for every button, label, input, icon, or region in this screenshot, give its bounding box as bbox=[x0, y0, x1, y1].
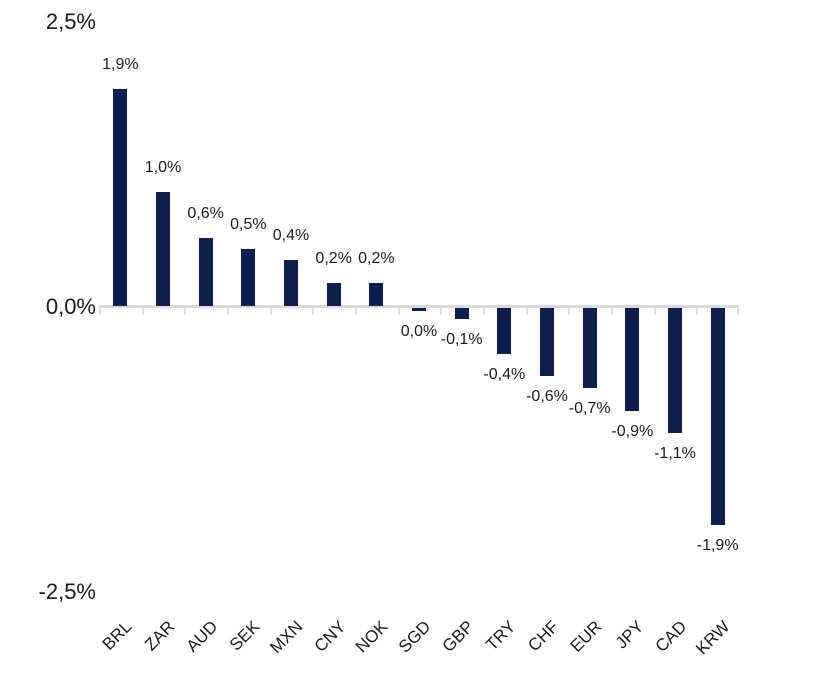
bar-value-label: -0,1% bbox=[440, 331, 483, 349]
y-axis-tick-label-bottom: -2,5% bbox=[38, 578, 96, 604]
axis-tick-mark bbox=[654, 305, 656, 315]
bar-mxn bbox=[284, 260, 298, 306]
bar-value-label: -0,4% bbox=[483, 365, 526, 383]
bar-value-label: -0,7% bbox=[568, 399, 611, 417]
x-category-label-sgd: SGD bbox=[394, 617, 435, 657]
bar-value-label: 0,4% bbox=[272, 227, 310, 245]
bar-brl bbox=[113, 89, 127, 306]
axis-tick-mark bbox=[227, 305, 229, 315]
bar-jpy bbox=[625, 308, 639, 411]
x-category-label-gbp: GBP bbox=[438, 617, 478, 656]
bar-value-label: 0,2% bbox=[358, 250, 395, 268]
x-category-label-aud: AUD bbox=[182, 617, 222, 656]
y-axis-tick-label-zero: 0,0% bbox=[45, 293, 96, 319]
x-category-label-brl: BRL bbox=[98, 617, 136, 654]
bar-try bbox=[497, 308, 511, 354]
x-category-label-zar: ZAR bbox=[140, 617, 179, 655]
bar-value-label: 1,9% bbox=[102, 56, 139, 74]
bar-value-label: 0,0% bbox=[400, 322, 438, 340]
axis-tick-mark bbox=[312, 305, 314, 315]
x-category-label-krw: KRW bbox=[691, 617, 734, 659]
axis-tick-mark bbox=[696, 305, 698, 315]
axis-tick-mark bbox=[611, 305, 613, 315]
axis-tick-mark bbox=[142, 305, 144, 315]
axis-tick-mark bbox=[483, 305, 485, 315]
axis-tick-mark bbox=[184, 305, 186, 315]
bar-cny bbox=[327, 283, 341, 306]
axis-tick-mark bbox=[398, 305, 400, 315]
bar-krw bbox=[711, 308, 725, 525]
bar-gbp bbox=[455, 308, 469, 319]
x-category-label-mxn: MXN bbox=[266, 617, 307, 658]
x-category-label-chf: CHF bbox=[524, 617, 563, 656]
bar-nok bbox=[369, 283, 383, 306]
bar-value-label: 0,5% bbox=[230, 216, 267, 233]
bar-value-label: 0,2% bbox=[315, 250, 352, 268]
x-category-label-sek: SEK bbox=[226, 617, 264, 655]
x-category-label-jpy: JPY bbox=[612, 617, 648, 653]
bar-cad bbox=[668, 308, 682, 433]
y-axis-tick-label-top: 2,5% bbox=[45, 8, 96, 34]
axis-tick-mark bbox=[568, 305, 570, 315]
bar-value-label: 0,6% bbox=[187, 204, 224, 222]
axis-tick-mark bbox=[737, 305, 739, 315]
x-category-label-try: TRY bbox=[482, 617, 520, 655]
x-category-label-eur: EUR bbox=[566, 617, 606, 656]
bar-value-label: -0,6% bbox=[526, 388, 568, 406]
bar-eur bbox=[583, 308, 597, 388]
axis-tick-mark bbox=[99, 305, 101, 315]
bar-zar bbox=[156, 192, 170, 306]
axis-tick-mark bbox=[526, 305, 528, 315]
axis-tick-mark bbox=[270, 305, 272, 315]
x-category-label-nok: NOK bbox=[352, 617, 392, 657]
axis-tick-mark bbox=[440, 305, 442, 315]
x-category-label-cny: CNY bbox=[310, 617, 350, 656]
bar-aud bbox=[199, 238, 213, 306]
bar-value-label: 1,0% bbox=[144, 159, 182, 176]
x-category-label-cad: CAD bbox=[651, 617, 691, 656]
bar-chf bbox=[540, 308, 554, 376]
bar-sgd bbox=[412, 308, 426, 311]
bar-value-label: -0,9% bbox=[611, 422, 654, 440]
bar-value-label: -1,9% bbox=[696, 536, 739, 554]
bar-sek bbox=[241, 249, 255, 306]
axis-tick-mark bbox=[355, 305, 357, 315]
bar-value-label: -1,1% bbox=[654, 445, 696, 463]
